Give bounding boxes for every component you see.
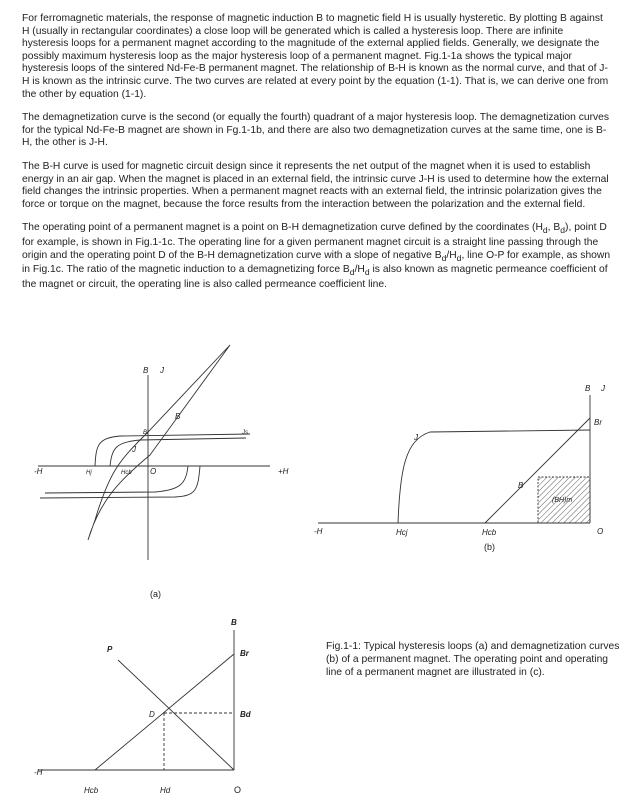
fig-a-label-O: O	[150, 467, 157, 476]
fig-b-label-J: J	[601, 384, 605, 393]
paragraph-operating-point: The operating point of a permanent magnet is a point on B-H demagnetization curve defined by the coordinates ($H_d$, $B_d$), point D for example, is shown in Fig.1-1c. The operating line for a given permanent magnet circuit is a straight line passing through the origin and the operating point D of the B-H demagnetization curve with a slope of negative $B_d/H_d$, line O-P for example, as shown in Fig.1c. The ratio of the magnetic induction to a demagnetizing force $B_d/H_d$ is also known as magnetic permeance coefficient of the magnet or circuit, the operating line is also called permeance coefficient line.	[22, 222, 611, 290]
fig-a-label-B-curve: B	[175, 412, 181, 421]
fig-c-operating-line-OP	[118, 660, 234, 770]
fig-b-label-B: B	[585, 384, 591, 393]
figure-caption: Fig.1-1: Typical hysteresis loops (a) and demagnetization curves (b) of a permanent magnet. The operating point and operating line of a permanent magnet are illustrated in (c).	[326, 641, 620, 678]
fig-b-label-J-curve: J	[414, 433, 418, 442]
paragraph-demagnetization: The demagnetization curve is the second (or equally the fourth) quadrant of a major hysteresis loop. The demagnetization curves for the typical Nd-Fe-B magnet are shown in Fg.1-1b, and there are also two demagnetization curves at the same time, one is B-H, the other is J-H.	[22, 112, 610, 149]
fig-c-label-Hd: Hd	[160, 786, 171, 795]
fig-a-label-plusH: +H	[278, 467, 289, 476]
fig-a-label-Br: Br	[143, 430, 149, 436]
fig-a-label-J: J	[160, 366, 164, 375]
fig-b-label-minusH: -H	[314, 527, 323, 536]
fig-a-caption: (a)	[150, 589, 161, 599]
fig-c-label-O: O	[234, 785, 242, 795]
fig-c-label-minusH: -H	[34, 768, 43, 777]
fig-a-label-B: B	[143, 366, 149, 375]
fig-c-label-P: P	[107, 645, 113, 654]
fig-c-label-Br: Br	[240, 649, 249, 658]
fig-b-label-B-curve: B	[518, 481, 524, 490]
fig-a-label-Hcb: Hcb	[121, 470, 132, 476]
fig-b-label-Br: Br	[594, 418, 602, 427]
fig-a-label-J-curve: J	[132, 445, 136, 454]
fig-c-label-Bd: Bd	[240, 710, 251, 719]
fig-b-caption: (b)	[484, 542, 495, 552]
fig-c-label-D: D	[149, 710, 155, 719]
paragraph-hysteresis: For ferromagnetic materials, the response of magnetic induction B to magnetic field H is usually hysteretic. By plotting B against H (usually in rectangular coordinates) a close loop will be generated which is called a hysteresis loop. There are infinite hysteresis loops for a permanent magnet according to the magnitude of the external applied fields. Generally, we designate the possibly maximum hysteresis loop as the major hysteresis loop of a permanent magnet. Fig.1-1a shows the typical major hysteresis loops of the sintered Nd-Fe-B permanent magnet. The relationship of B-H is known as the normal curve, and that of J-H is known as the intrinsic curve. The two curves are related at every point by the equation (1-1). That is, we can derive one from the other by equation (1-1).	[22, 13, 609, 100]
fig-b-label-Hcj: Hcj	[396, 528, 408, 537]
fig-c-label-B: B	[231, 618, 237, 627]
fig-c-label-Hcb: Hcb	[84, 786, 99, 795]
fig-a-label-Js: Js	[242, 430, 248, 436]
fig-b-label-BHm: (BH)m	[552, 497, 573, 504]
fig-a-label-Hj: Hj	[86, 470, 92, 476]
fig-b-label-Hcb: Hcb	[482, 528, 497, 537]
paragraph-bh-curve: The B-H curve is used for magnetic circuit design since it represents the net output of the magnet when it is used to establish energy in an air gap. When the magnet is placed in an external field, the intrinsic curve J-H is used to determine how the external field changes the intrinsic properties. When a permanent magnet reacts with an external field, the intrinsic polarization gives the force or torque on the magnet, because the force results from the interaction between the polarization and the external field.	[22, 160, 609, 210]
fig-b-label-O: O	[597, 527, 604, 536]
fig-a-label-minusH: -H	[34, 467, 43, 476]
fig-c-b-curve	[95, 654, 234, 770]
